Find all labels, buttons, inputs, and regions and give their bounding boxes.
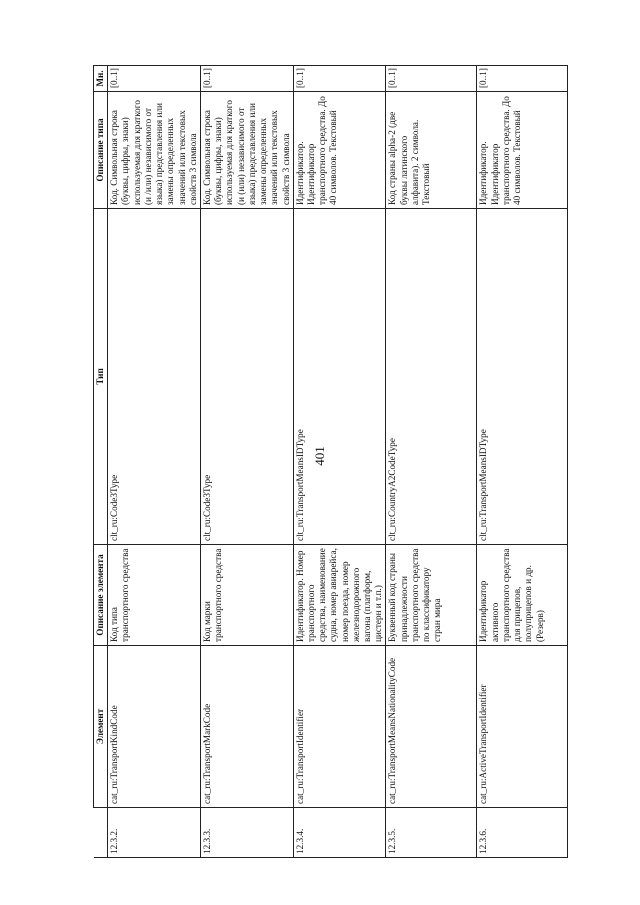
row-multiplicity: [0..1]: [293, 66, 386, 92]
row-number: 12.3.5.: [386, 808, 477, 858]
header-multiplicity: Мн.: [94, 66, 108, 92]
row-element: cat_ru:TransportKindCode: [108, 646, 201, 808]
elements-table: [93, 65, 568, 858]
row-type-description: Код страны alpha-2 (две буквы латинского алфавита). 2 символа. Текстовый: [386, 92, 477, 209]
header-element-description: Описание элемента: [94, 545, 108, 646]
row-type: clt_ru:TransportMeansIDType: [477, 209, 568, 545]
row-type-description: Идентификатор. Идентификатор транспортного средства. До 40 символов. Текстовый: [293, 92, 386, 209]
table-wrapper: [93, 66, 547, 858]
row-element-description: Идентификатор активного транспортного средства для прицепов, полуприцепов и др. (Резерв): [477, 545, 568, 646]
table-row: [108, 66, 201, 858]
row-type: clt_ru:Code3Type: [200, 209, 293, 545]
row-number: 12.3.3.: [200, 808, 293, 858]
page-number: 401: [312, 446, 327, 466]
row-element-description: Код типа транспортного средства: [108, 545, 201, 646]
row-element-description: Буквенный код страны принадлежности транспортного средства по классификатору стран мира: [386, 545, 477, 646]
row-number: 12.3.2.: [108, 808, 201, 858]
row-element: cat_ru:TransportIdentifier: [293, 646, 386, 808]
rotated-table-container: [93, 66, 547, 858]
table-row: [293, 66, 386, 858]
row-element: cat_ru:TransportMarkCode: [200, 646, 293, 808]
row-element-description: Код марки транспортного средства: [200, 545, 293, 646]
table-row: [386, 66, 477, 858]
row-type-description: Код. Символьная строка (буквы, цифры, знаки) используемая для краткого (и /или) независимого от языка) представления или замены определенных значений или текстовых свойств 3 символа: [108, 92, 201, 209]
row-number: 12.3.6.: [477, 808, 568, 858]
row-element: cat_ru:ActiveTransportIdentifier: [477, 646, 568, 808]
row-multiplicity: [0..1]: [477, 66, 568, 92]
row-element-description: Идентификатор. Номер транспортного средства, наименование судна, номер авиарейса, номер поезда, номер железнодорожного вагона (платформ, цистерн и т.п.): [293, 545, 386, 646]
row-number: 12.3.4.: [293, 808, 386, 858]
row-element: cat_ru:TransportMeansNationalityCode: [386, 646, 477, 808]
row-type: clt_ru:CountryA2CodeType: [386, 209, 477, 545]
header-type-description: Описание типа: [94, 92, 108, 209]
header-element: Элемент: [94, 646, 108, 808]
table-row: [200, 66, 293, 858]
row-type-description: Идентификатор. Идентификатор транспортного средства. До 40 символов. Текстовый: [477, 92, 568, 209]
table-row: [477, 66, 568, 858]
row-type-description: Код. Символьная строка (буквы, цифры, знаки) используемая для краткого (и (или) независимого от языка) представления или замены определенных значений или текстовых свойств 3 символа: [200, 92, 293, 209]
row-type: clt_ru:TransportMeansIDType: [293, 209, 386, 545]
row-multiplicity: [0..1]: [108, 66, 201, 92]
row-multiplicity: [0..1]: [386, 66, 477, 92]
row-multiplicity: [0..1]: [200, 66, 293, 92]
header-row: [94, 66, 108, 858]
row-type: clt_ru:Code3Type: [108, 209, 201, 545]
header-type: Тип: [94, 209, 108, 545]
header-number-cell: [94, 808, 108, 858]
